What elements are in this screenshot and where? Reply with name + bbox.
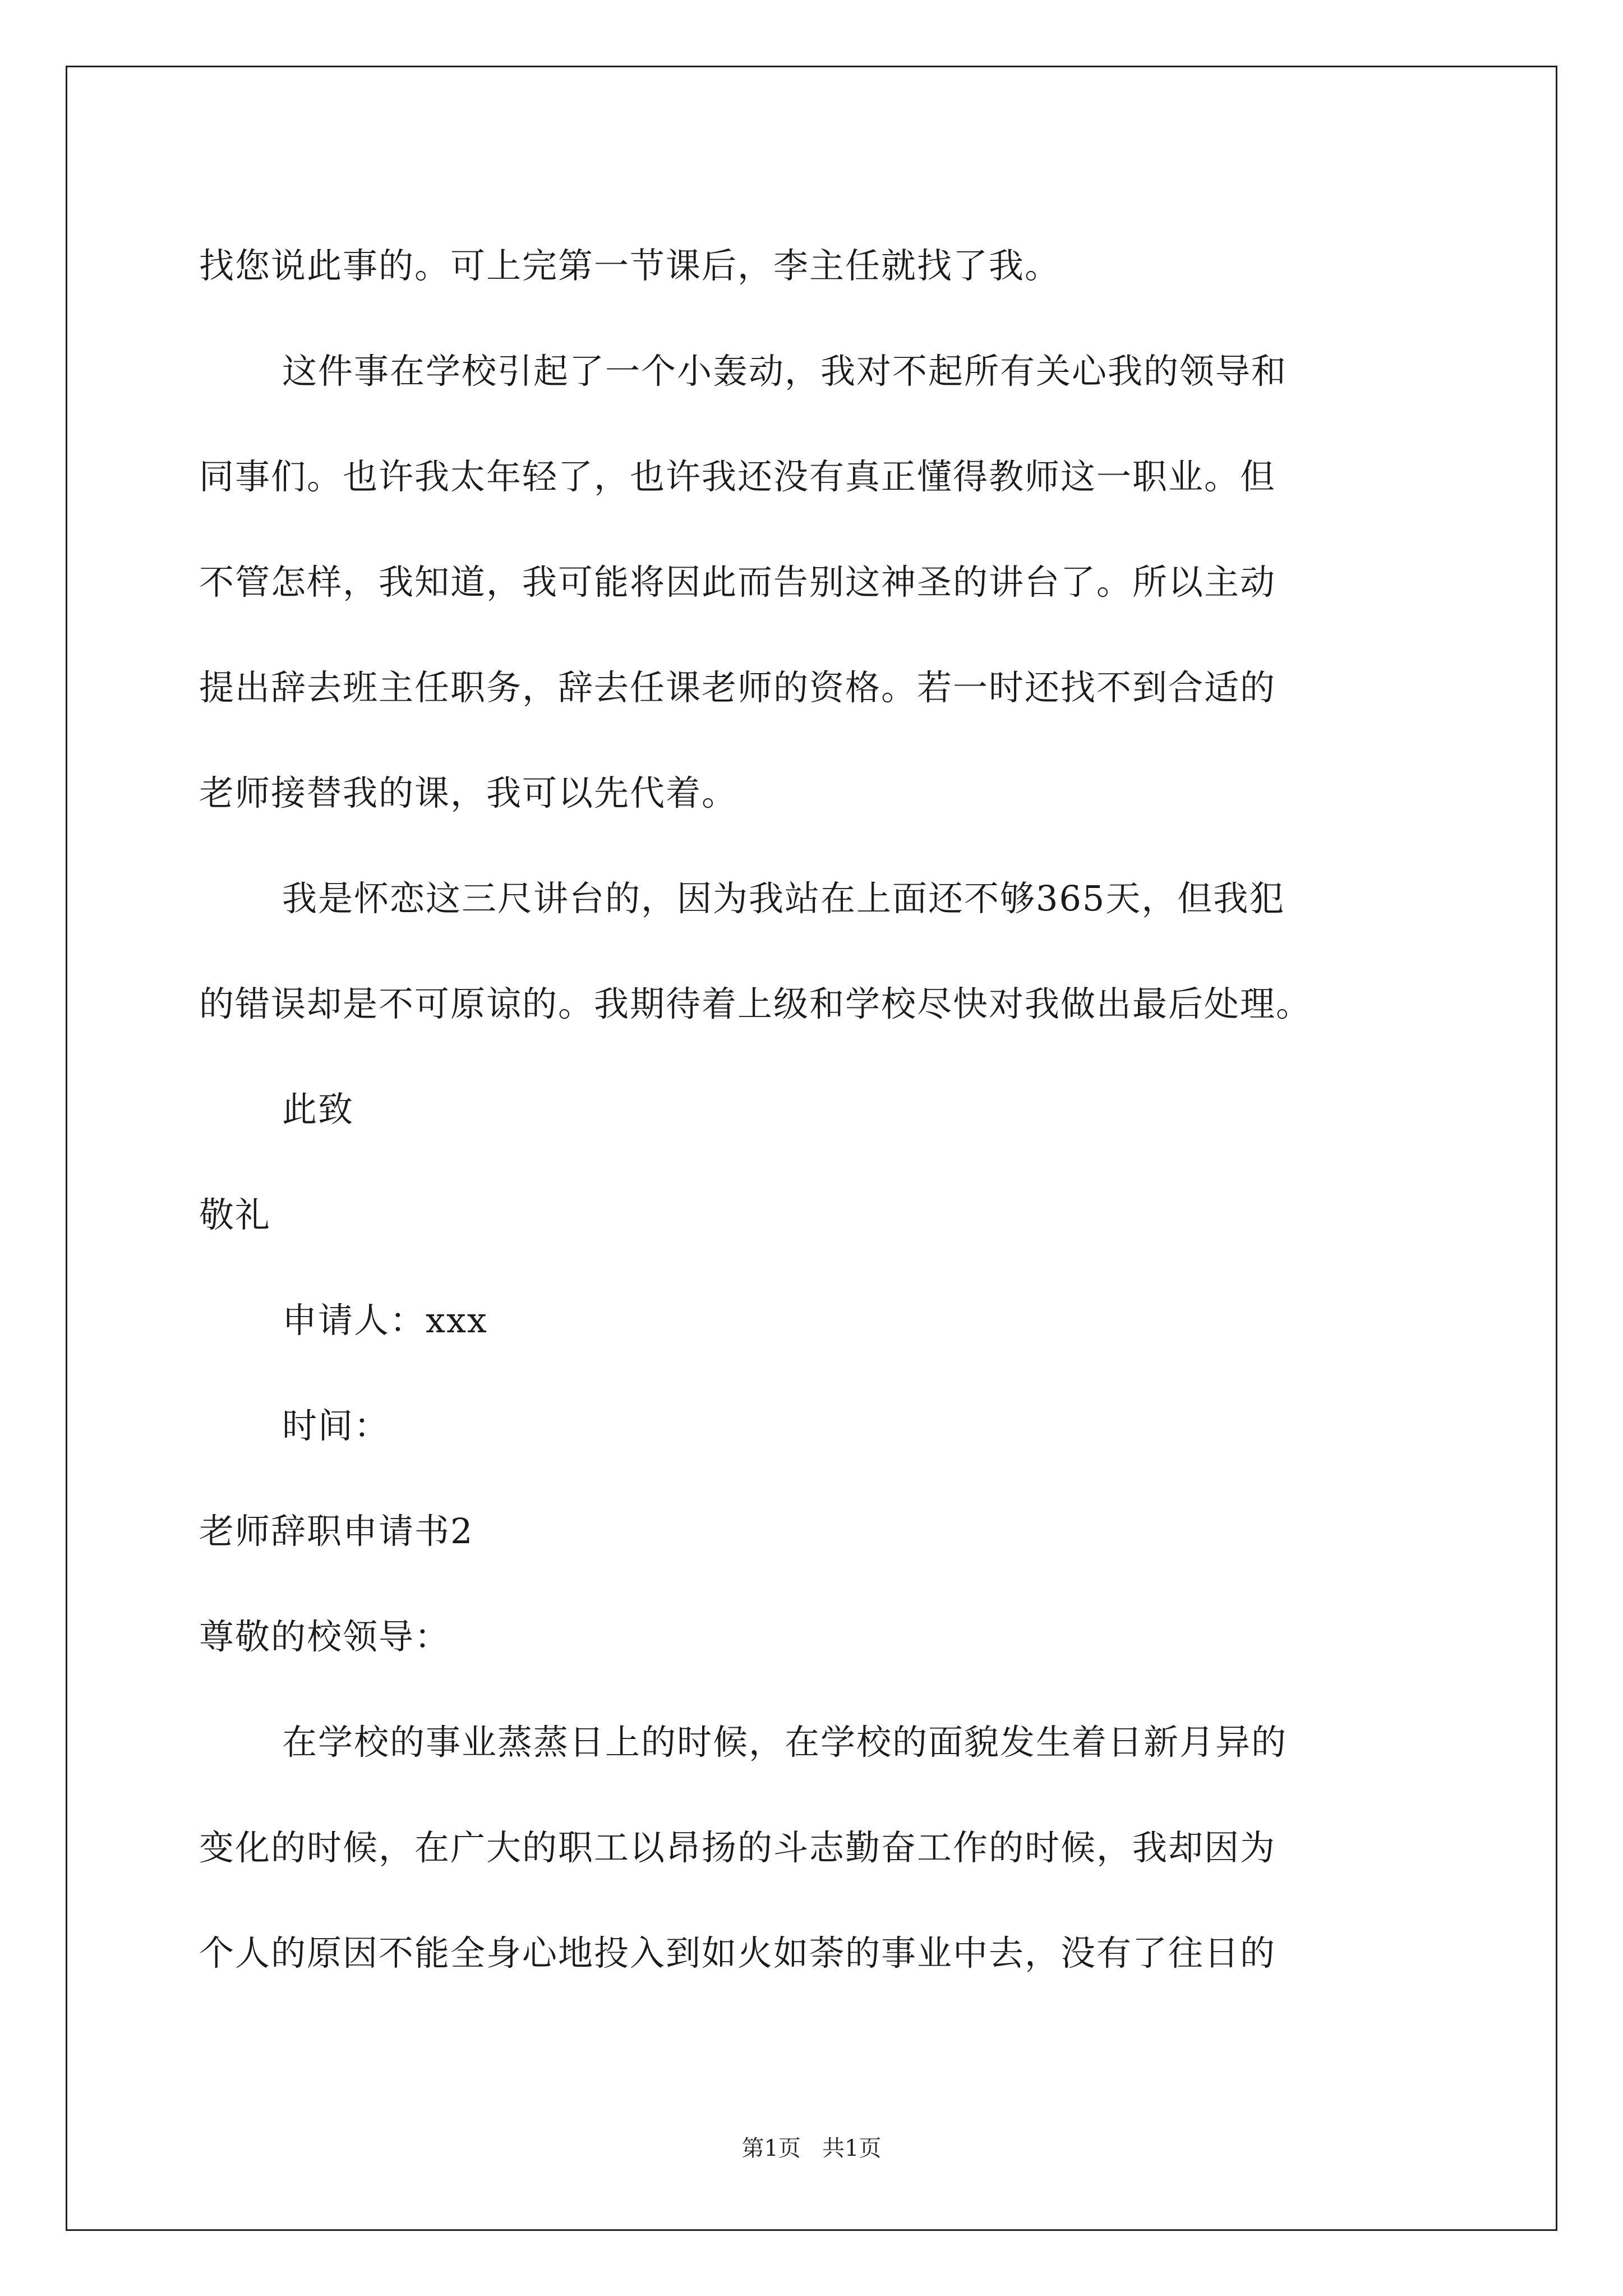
document-body [199,213,1433,2006]
text-line: 在学校的事业蒸蒸日上的时候，在学校的面貌发生着日新月异的 [282,1722,1288,1763]
section-title: 老师辞职申请书2 [199,1511,474,1552]
greeting-line: 尊敬的校领导： [199,1616,451,1657]
text-line: 变化的时候，在广大的职工以昂扬的斗志勤奋工作的时候，我却因为 [199,1827,1276,1868]
applicant-line: 申请人：xxx [282,1300,488,1341]
text-line: 找您说此事的。可上完第一节课后，李主任就找了我。 [199,245,1061,286]
salutation-line: 此致 [282,1089,354,1130]
text-line: 我是怀恋这三尺讲台的，因为我站在上面还不够365天，但我犯 [282,878,1285,919]
text-line: 的错误却是不可原谅的。我期待着上级和学校尽快对我做出最后处理。 [199,983,1312,1024]
text-line: 这件事在学校引起了一个小轰动，我对不起所有关心我的领导和 [282,351,1288,392]
text-line: 同事们。也许我太年轻了，也许我还没有真正懂得教师这一职业。但 [199,456,1276,497]
salutation-line: 敬礼 [199,1194,271,1235]
text-line: 不管怎样，我知道，我可能将因此而告别这神圣的讲台了。所以主动 [199,562,1276,602]
page-footer: 第1页 共1页 [741,2136,882,2161]
text-line: 提出辞去班主任职务，辞去任课老师的资格。若一时还找不到合适的 [199,667,1276,708]
text-line: 老师接替我的课，我可以先代着。 [199,772,738,813]
text-line: 个人的原因不能全身心地投入到如火如荼的事业中去，没有了往日的 [199,1932,1276,1973]
date-line: 时间： [282,1405,390,1446]
